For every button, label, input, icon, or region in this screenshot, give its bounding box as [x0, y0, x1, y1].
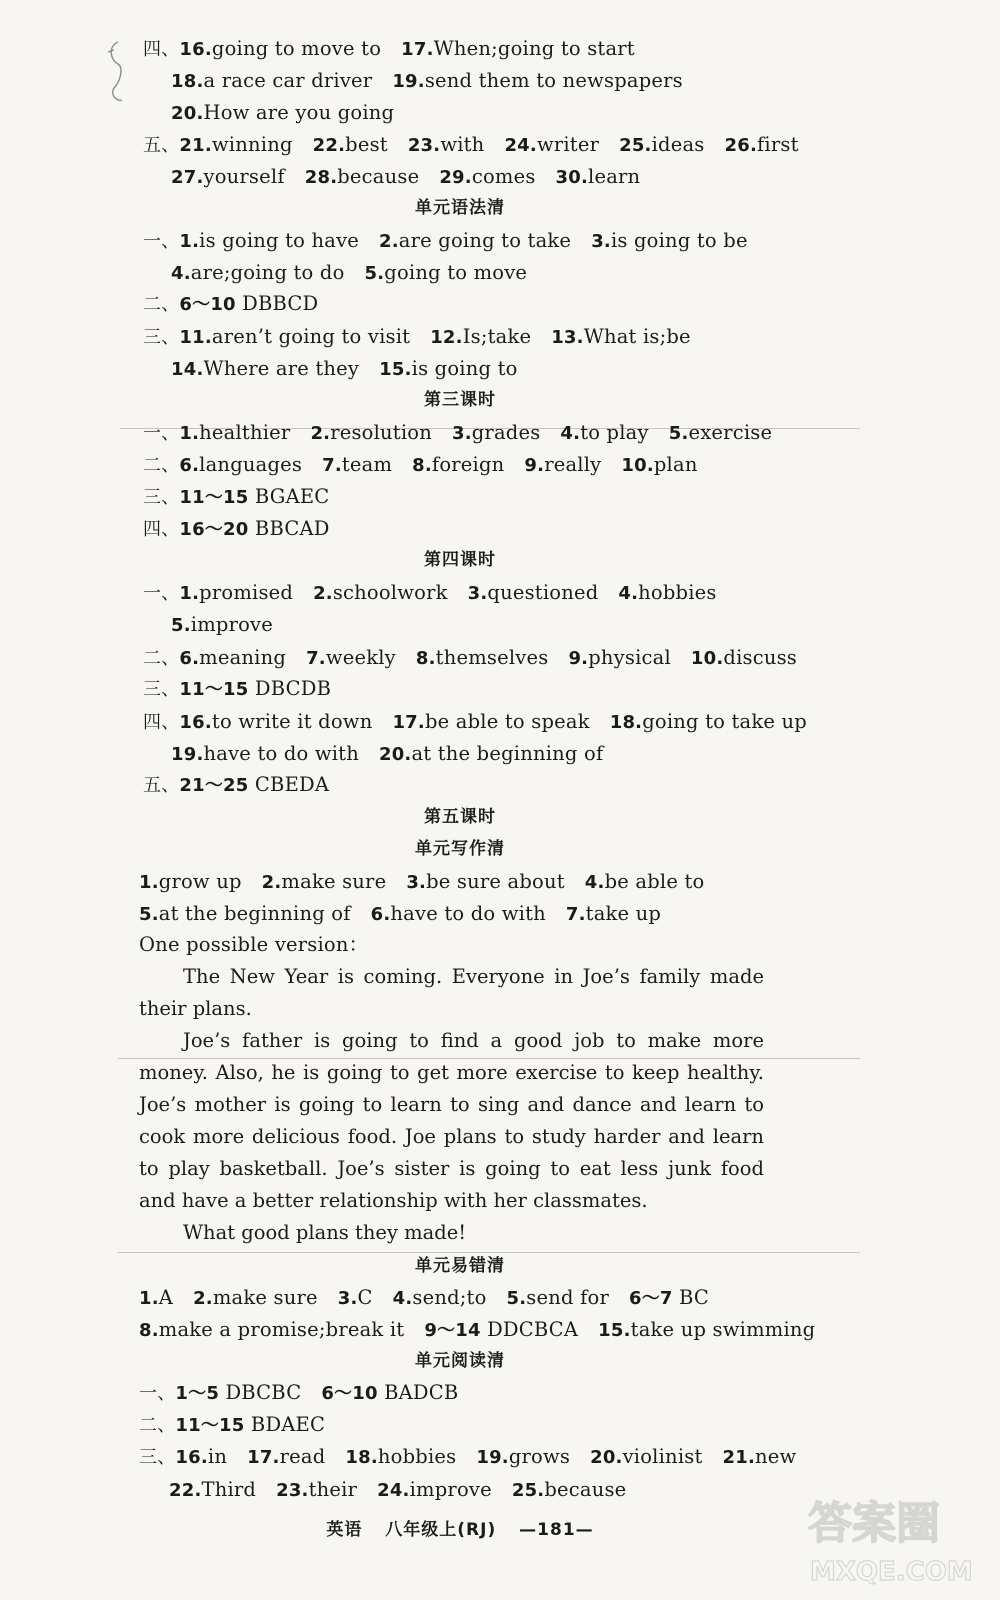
question-number: 16.	[179, 712, 212, 733]
essay-paragraph: What good plans they made!	[183, 1221, 467, 1244]
section-marker: 二、	[143, 648, 180, 669]
answer-text: yourself	[203, 165, 285, 188]
answer-text: read	[279, 1445, 326, 1468]
answer-text: meaning	[199, 646, 287, 669]
answer-text: team	[341, 453, 393, 476]
answer-line	[143, 709, 807, 736]
section-marker: 二、	[143, 455, 180, 476]
answer-text: improve	[190, 613, 273, 636]
answer-text: a race car driver	[203, 69, 373, 92]
answer-text: How are you going	[203, 101, 395, 124]
answer-text: DBCBC	[219, 1381, 302, 1404]
question-number: 18.	[171, 71, 204, 92]
question-number: 3.	[337, 1288, 358, 1309]
answer-line	[139, 1444, 796, 1471]
answer-text: BDAEC	[244, 1413, 326, 1436]
section-heading: 第四课时	[424, 550, 496, 570]
question-number: 6.	[179, 648, 200, 669]
answer-text: grades	[471, 421, 541, 444]
question-number: 28.	[304, 167, 338, 188]
answer-text: A	[158, 1286, 174, 1309]
question-number: 21～25	[179, 775, 249, 796]
answer-line	[139, 1380, 458, 1407]
question-number: 20.	[378, 744, 412, 765]
answer-line	[143, 291, 318, 318]
answer-text: take up	[585, 902, 662, 925]
answer-text: best	[345, 133, 388, 156]
section-marker: 五、	[143, 775, 180, 796]
section-marker: 五、	[143, 135, 180, 156]
answer-text: is going to	[411, 357, 518, 380]
answer-text: comes	[471, 165, 536, 188]
footer-page-number: —181—	[519, 1520, 594, 1540]
section-heading: 单元语法清	[415, 198, 505, 218]
question-number: 6～10	[179, 294, 236, 315]
question-number: 4.	[392, 1288, 413, 1309]
watermark-site: MXQE.COM	[810, 1557, 973, 1587]
answer-line	[171, 741, 603, 768]
answer-text: One possible version：	[139, 933, 369, 956]
section-marker: 三、	[143, 487, 180, 508]
question-number: 9.	[524, 455, 545, 476]
answer-text: physical	[588, 646, 671, 669]
question-number: 11～15	[179, 487, 249, 508]
answer-text: to write it down	[211, 710, 373, 733]
answer-line	[169, 1477, 626, 1504]
answer-text: BC	[672, 1286, 710, 1309]
question-number: 1.	[179, 231, 200, 252]
question-number: 8.	[412, 455, 432, 476]
answer-text: schoolwork	[332, 581, 448, 604]
question-number: 17.	[247, 1447, 280, 1468]
answer-line	[171, 356, 518, 383]
question-number: 15.	[598, 1320, 631, 1341]
section-heading: 单元阅读清	[415, 1351, 505, 1371]
answer-text: BBCAD	[248, 517, 330, 540]
answer-text: Is;take	[462, 325, 532, 348]
question-number: 10.	[690, 648, 724, 669]
question-number: 6～7	[628, 1288, 673, 1309]
answer-text: foreign	[431, 453, 505, 476]
question-number: 18.	[609, 712, 643, 733]
question-number: 2.	[379, 231, 399, 252]
question-number: 18.	[345, 1447, 378, 1468]
question-number: 2.	[313, 583, 333, 604]
question-number: 1.	[139, 872, 159, 893]
answer-text: new	[755, 1445, 797, 1468]
divider	[118, 1252, 860, 1253]
question-number: 3.	[406, 872, 427, 893]
answer-text: is going to be	[610, 229, 748, 252]
question-number: 17.	[392, 712, 425, 733]
answer-text: make a promise;break it	[158, 1318, 405, 1341]
answer-text: languages	[199, 453, 303, 476]
section-marker: 一、	[143, 583, 180, 604]
answer-line	[143, 772, 329, 799]
answer-line	[171, 68, 683, 95]
answer-text: really	[544, 453, 602, 476]
answer-text: Where are they	[203, 357, 360, 380]
question-number: 14.	[171, 359, 204, 380]
answer-line	[143, 420, 772, 447]
question-number: 21.	[179, 135, 212, 156]
section-heading: 第五课时	[424, 807, 496, 827]
answer-text: CBEDA	[248, 773, 330, 796]
question-number: 21.	[722, 1447, 755, 1468]
answer-text: send;to	[412, 1286, 487, 1309]
answer-text: be able to	[604, 870, 705, 893]
answer-text: BADCB	[377, 1381, 459, 1404]
section-marker: 三、	[143, 327, 180, 348]
answer-text: DDCBCA	[480, 1318, 579, 1341]
answer-text: promised	[199, 581, 294, 604]
question-number: 16.	[175, 1447, 208, 1468]
answer-text: going to move	[384, 261, 528, 284]
section-marker: 三、	[143, 679, 180, 700]
answer-line	[139, 932, 368, 958]
question-number: 23.	[276, 1480, 309, 1501]
answer-text: DBCDB	[248, 677, 332, 700]
answer-line	[143, 676, 331, 703]
question-number: 5.	[506, 1288, 527, 1309]
answer-text: hobbies	[377, 1445, 457, 1468]
answer-text: to play	[580, 421, 649, 444]
answer-line	[143, 516, 330, 543]
answer-text: with	[440, 133, 485, 156]
section-marker: 二、	[143, 294, 180, 315]
watermark-logo	[800, 1480, 990, 1590]
answer-line	[143, 324, 691, 351]
answer-text: their	[308, 1478, 358, 1501]
question-number: 6.	[179, 455, 200, 476]
question-number: 29.	[439, 167, 472, 188]
answer-text: in	[207, 1445, 228, 1468]
answer-line	[143, 484, 329, 511]
question-number: 25.	[511, 1480, 545, 1501]
answer-text: resolution	[330, 421, 432, 444]
answer-text: hobbies	[638, 581, 717, 604]
question-number: 22.	[169, 1480, 202, 1501]
question-number: 5.	[364, 263, 385, 284]
answer-line	[139, 1285, 709, 1312]
question-number: 25.	[619, 135, 652, 156]
section-marker: 四、	[143, 39, 180, 60]
answer-text: BGAEC	[248, 485, 330, 508]
answer-text: send them to newspapers	[424, 69, 683, 92]
question-number: 11～15	[175, 1415, 245, 1436]
question-number: 3.	[451, 423, 472, 444]
question-number: 20.	[171, 103, 204, 124]
answer-text: are;going to do	[190, 261, 345, 284]
question-number: 19.	[392, 71, 425, 92]
question-number: 1.	[139, 1288, 159, 1309]
section-heading: 单元易错清	[415, 1256, 505, 1276]
answer-text: going to move to	[211, 37, 382, 60]
answer-text: have to do with	[203, 742, 359, 765]
answer-line	[143, 36, 635, 63]
answer-text: first	[757, 133, 799, 156]
answer-text: because	[337, 165, 420, 188]
question-number: 16.	[179, 39, 212, 60]
question-number: 9.	[568, 648, 589, 669]
answer-line	[143, 452, 698, 479]
answer-line	[143, 645, 797, 672]
question-number: 5.	[668, 423, 689, 444]
section-marker: 一、	[139, 1383, 176, 1404]
answer-line	[139, 869, 704, 896]
question-number: 7.	[565, 904, 586, 925]
answer-text: be able to speak	[424, 710, 590, 733]
question-number: 2.	[193, 1288, 213, 1309]
question-number: 15.	[379, 359, 412, 380]
answer-text: weekly	[325, 646, 396, 669]
question-number: 20.	[590, 1447, 623, 1468]
answer-text: When;going to start	[433, 37, 635, 60]
question-number: 10.	[621, 455, 654, 476]
question-number: 5.	[139, 904, 159, 925]
answer-line	[139, 901, 661, 928]
question-number: 16～20	[179, 519, 249, 540]
answer-text: ideas	[651, 133, 705, 156]
answer-text: have to do with	[390, 902, 546, 925]
question-number: 4.	[171, 263, 191, 284]
question-number: 30.	[555, 167, 589, 188]
watermark-text: 答案圈	[808, 1498, 940, 1549]
question-number: 23.	[407, 135, 441, 156]
answer-text: take up swimming	[630, 1318, 816, 1341]
question-number: 2.	[261, 872, 282, 893]
question-number: 1～5	[175, 1383, 220, 1404]
answer-text: because	[544, 1478, 627, 1501]
answer-text: discuss	[723, 646, 798, 669]
answer-line	[143, 228, 748, 255]
question-number: 17.	[401, 39, 434, 60]
answer-line	[139, 1317, 815, 1344]
question-number: 6.	[370, 904, 391, 925]
essay-paragraph: The New Year is coming. Everyone in Joe’s family made their plans.	[139, 965, 764, 1020]
footer-subject: 英语	[326, 1520, 363, 1540]
question-number: 19.	[476, 1447, 509, 1468]
question-number: 4.	[560, 423, 581, 444]
section-heading: 第三课时	[424, 390, 496, 410]
answer-text: at the beginning of	[158, 902, 351, 925]
section-marker: 四、	[143, 712, 180, 733]
answer-text: make sure	[212, 1286, 318, 1309]
answer-text: violinist	[622, 1445, 703, 1468]
footer-grade: 八年级上(RJ)	[385, 1520, 497, 1540]
answer-text: themselves	[435, 646, 549, 669]
answer-text: questioned	[487, 581, 599, 604]
question-number: 4.	[618, 583, 639, 604]
answer-text: healthier	[199, 421, 291, 444]
question-number: 24.	[377, 1480, 410, 1501]
answer-text: C	[357, 1286, 373, 1309]
answer-text: be sure about	[426, 870, 565, 893]
question-number: 4.	[584, 872, 605, 893]
section-heading: 单元写作清	[415, 839, 505, 859]
question-number: 27.	[171, 167, 204, 188]
answer-text: plan	[653, 453, 698, 476]
answer-text: grow up	[158, 870, 242, 893]
answer-text: What is;be	[583, 325, 691, 348]
question-number: 11～15	[179, 679, 249, 700]
question-number: 1.	[179, 583, 200, 604]
question-number: 9～14	[424, 1320, 481, 1341]
answer-text: DBBCD	[235, 292, 319, 315]
answer-text: are going to take	[398, 229, 572, 252]
answer-line	[171, 164, 640, 191]
question-number: 3.	[467, 583, 488, 604]
section-marker: 一、	[143, 423, 180, 444]
question-number: 8.	[139, 1320, 159, 1341]
answer-text: send for	[526, 1286, 609, 1309]
question-number: 12.	[430, 327, 463, 348]
question-number: 8.	[415, 648, 436, 669]
answer-text: winning	[211, 133, 293, 156]
question-number: 5.	[171, 615, 191, 636]
section-marker: 二、	[139, 1415, 176, 1436]
answer-text: at the beginning of	[411, 742, 604, 765]
answer-line	[143, 132, 799, 159]
section-marker: 一、	[143, 231, 180, 252]
answer-text: going to take up	[642, 710, 807, 733]
question-number: 1.	[179, 423, 200, 444]
answer-line	[143, 580, 717, 607]
question-number: 6～10	[321, 1383, 378, 1404]
question-number: 7.	[322, 455, 342, 476]
answer-line	[171, 100, 394, 127]
answer-text: make sure	[281, 870, 387, 893]
answer-text: learn	[588, 165, 641, 188]
page-footer	[0, 1515, 920, 1540]
question-number: 7.	[306, 648, 326, 669]
answer-text: exercise	[688, 421, 773, 444]
question-number: 11.	[179, 327, 212, 348]
section-marker: 四、	[143, 519, 180, 540]
answer-text: grows	[508, 1445, 571, 1468]
answer-text: is going to have	[199, 229, 360, 252]
answer-line	[171, 260, 527, 287]
answer-line	[139, 1412, 325, 1439]
question-number: 19.	[171, 744, 204, 765]
answer-line	[171, 612, 273, 639]
answer-text: aren’t going to visit	[211, 325, 411, 348]
section-marker: 三、	[139, 1447, 176, 1468]
essay-paragraph: Joe’s father is going to find a good job to make more money. Also, he is going to get more exercise to keep healthy. Joe’s mother is going to learn to sing and dance and learn to cook more delicious food. Joe plans to study harder and learn to play basketball. Joe’s sister is going to eat less junk food and have a better relationship with her classmates.	[139, 1029, 764, 1212]
answer-text: writer	[536, 133, 600, 156]
answer-text: improve	[409, 1478, 492, 1501]
question-number: 22.	[312, 135, 346, 156]
question-number: 13.	[551, 327, 584, 348]
question-number: 2.	[310, 423, 331, 444]
answer-text: Third	[201, 1478, 257, 1501]
question-number: 24.	[504, 135, 537, 156]
question-number: 3.	[591, 231, 611, 252]
question-number: 26.	[724, 135, 757, 156]
pen-scribble	[104, 38, 134, 108]
